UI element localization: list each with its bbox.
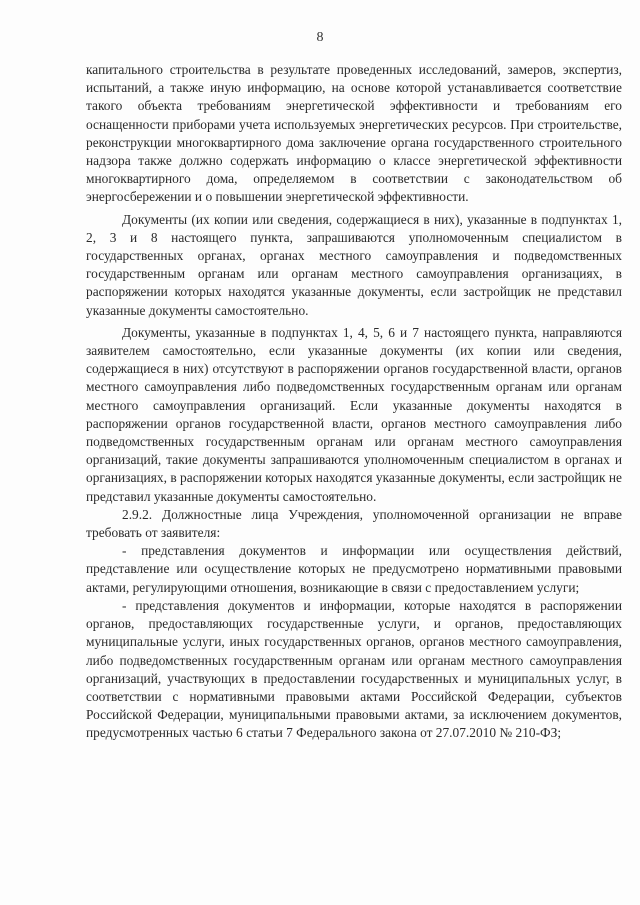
page-number: 8: [316, 30, 324, 45]
list-item-not-required-documents: - представления документов и информации, которые находятся в распоряжении органов, предоставляющих государственные услуги, и органов, предоставляющих муниципальные услуги, иных государственных органов, органов местного самоуправления, либо подведомственных государственным органам или органам местного самоуправления организаций, участвующих в предоставлении государственных и муниципальных услуг, в соответствии с нормативными правовыми актами Российской Федерации, субъектов Российской Федерации, муниципальными правовыми актами, за исключением документов, предусмотренных частью 6 статьи 7 Федерального закона от 27.07.2010 № 210-ФЗ;: [86, 597, 622, 741]
paragraph-documents-submitted: Документы, указанные в подпунктах 1, 4, 5, 6 и 7 настоящего пункта, направляются заявителем самостоятельно, если указанные документы (их копии или сведения, содержащиеся в них) отсутствуют в распоряжении органов государственной власти, органов местного самоуправления либо подведомственных государственным органам или органам местного самоуправления организаций. Если указанные документы находятся в распоряжении органов государственной власти, органов местного самоуправления либо подведомственных государственным органам или органам местного самоуправления организаций, такие документы запрашиваются уполномоченным специалистом в органах и организациях, в распоряжении которых находятся указанные документы, если застройщик не представил указанные документы самостоятельно.: [86, 324, 622, 504]
paragraph-building-conclusion: капитального строительства в результате проведенных исследований, замеров, экспертиз, испытаний, а также иную информацию, на основе которой устанавливается соответствие такого объекта требованиям энергетической эффективности и требованиям его оснащенности приборами учета используемых энергетических ресурсов. При строительстве, реконструкции многоквартирного дома заключение органа государственного строительного надзора также должно содержать информацию о классе энергетической эффективности многоквартирного дома, определяемом в соответствии с законодательством об энергосбережении и о повышении энергетической эффективности.: [86, 62, 622, 205]
paragraph-documents-requested: Документы (их копии или сведения, содержащиеся в них), указанные в подпунктах 1, 2, 3 и 8 настоящего пункта, запрашиваются уполномоченным специалистом в государственных органах, органах местного самоуправления и подведомственных государственным органам или органам местного самоуправления организациях, в распоряжении которых находятся указанные документы, если застройщик не представил указанные документы самостоятельно.: [86, 211, 622, 318]
list-item-not-required-actions: - представления документов и информации или осуществления действий, представление или осуществление которых не предусмотрено нормативными правовыми актами, регулирующими отношения, возникающие в связи с предоставлением услуги;: [86, 543, 622, 595]
paragraph-section-2-9-2: 2.9.2. Должностные лица Учреждения, уполномоченной организации не вправе требовать от заявителя:: [86, 506, 622, 541]
document-body: [86, 61, 622, 743]
